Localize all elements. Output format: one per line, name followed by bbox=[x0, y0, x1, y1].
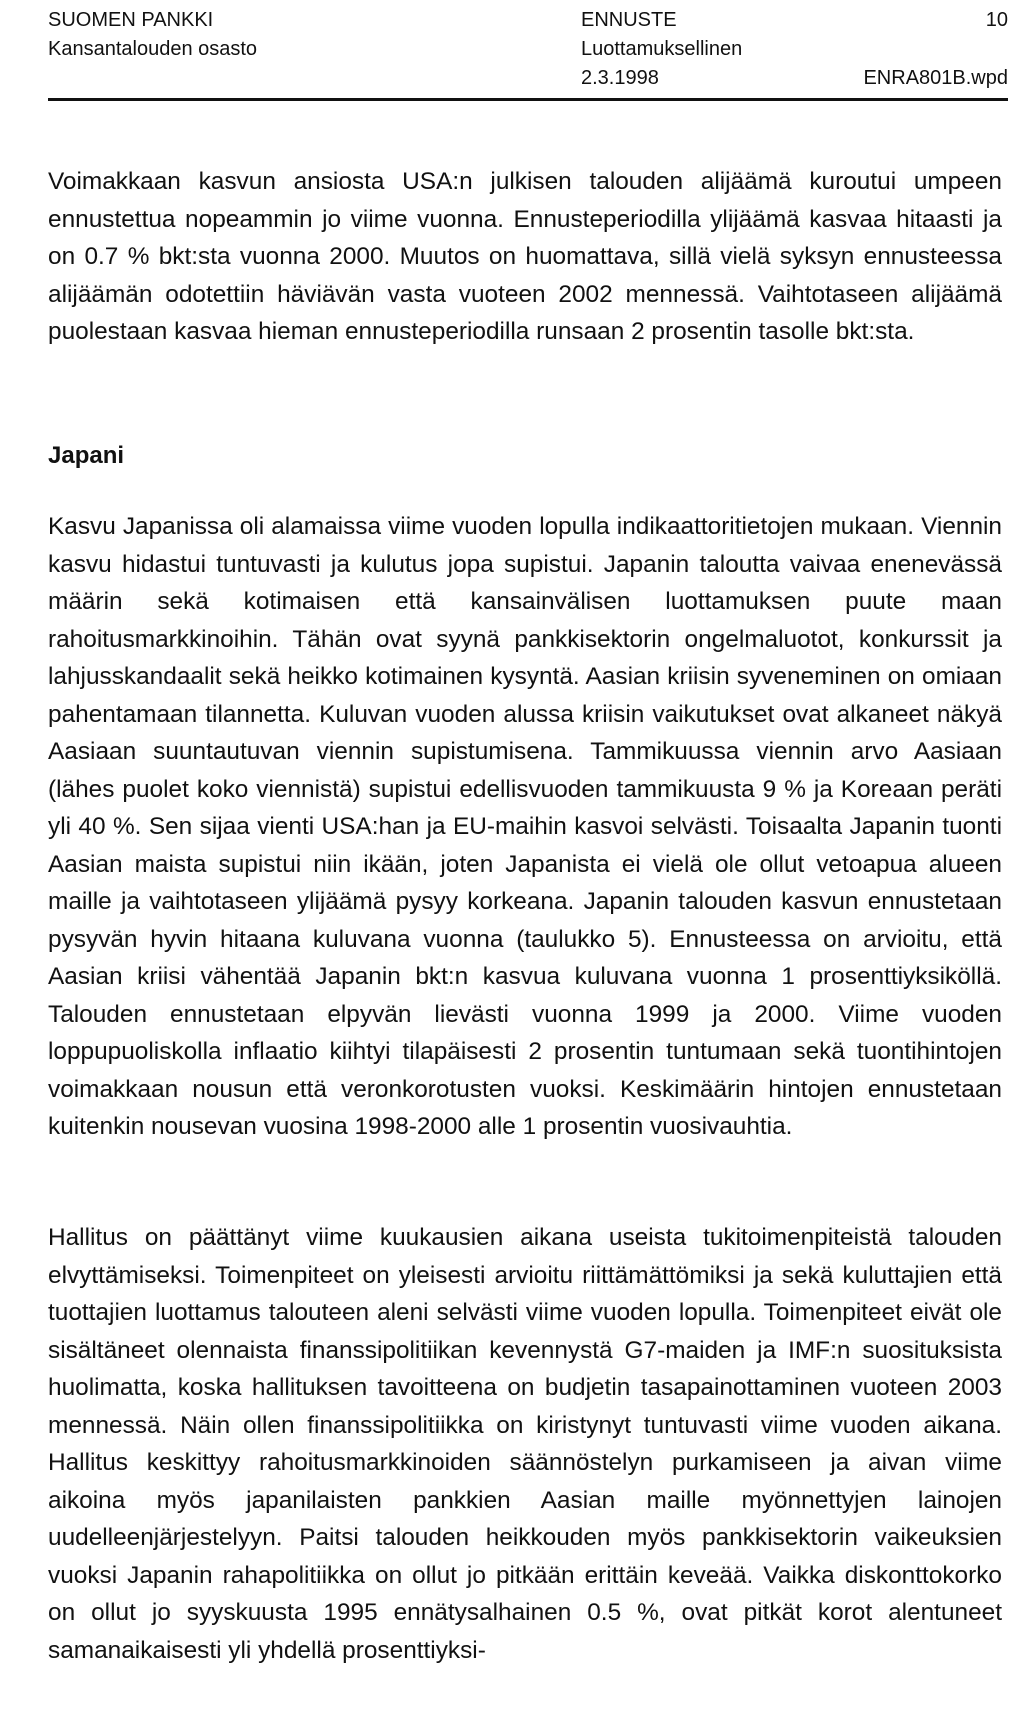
document-date: 2.3.1998 bbox=[581, 67, 659, 89]
department-name: Kansantalouden osasto bbox=[48, 38, 258, 60]
organization-name: SUOMEN PANKKI bbox=[48, 9, 214, 31]
document-type: ENNUSTE bbox=[581, 9, 677, 31]
page-number: 10 bbox=[985, 9, 1008, 31]
classification-label: Luottamuksellinen bbox=[581, 38, 743, 60]
header-divider bbox=[48, 98, 1008, 101]
header-middle-column bbox=[581, 6, 742, 93]
paragraph-usa-fiscal: Voimakkaan kasvun ansiosta USA:n julkisen talouden alijäämä kuroutui umpeen ennustettua nopeammin jo viime vuonna. Ennusteperiodilla ylijäämä kasvaa hitaasti ja on 0.7 % bkt:sta vuonna 2000. Muutos on huomattava, sillä vielä syksyn ennusteessa alijäämän odotettiin häviävän vasta vuoteen 2002 mennessä. Vaihtotaseen alijäämä puolestaan kasvaa hieman ennusteperiodilla runsaan 2 prosentin tasolle bkt:sta. bbox=[48, 168, 1002, 345]
document-filename: ENRA801B.wpd bbox=[863, 67, 1008, 89]
header-left-column bbox=[48, 6, 257, 64]
page-header bbox=[48, 6, 1008, 89]
paragraph-japan-growth: Kasvu Japanissa oli alamaissa viime vuoden lopulla indikaattoritietojen mukaan. Viennin kasvu hidastui tuntuvasti ja kulutus jopa supistui. Japanin taloutta vaivaa enenevässä määrin sekä kotimaisen että kansainvälisen luottamuksen puute maan rahoitusmarkkinoihin. Tähän ovat syynä pankkisektorin ongelmaluotot, konkurssit ja lahjusskandaalit sekä heikko kotimainen kysyntä. Aasian kriisin syveneminen on omiaan pahentamaan tilannetta. Kuluvan vuoden alussa kriisin vaikutukset ovat alkaneet näkyä Aasiaan suuntautuvan viennin supistumisena. Tammikuussa viennin arvo Aasiaan (lähes puolet koko viennistä) supistui edellisvuoden tammikuusta 9 % ja Koreaan peräti yli 40 %. Sen sijaa vienti USA:han ja EU-maihin kasvoi selvästi. Toisaalta Japanin tuonti Aasian maista supistui niin ikään, joten Japanista ei vielä ole ollut vetoapua alueen maille ja vaihtotaseen ylijäämä pysyy korkeana. Japanin talouden kasvun ennustetaan pysyvän hyvin hitaana kuluvana vuonna (taulukko 5). Ennusteessa on arvioitu, että Aasian kriisi vähentää Japanin bkt:n kasvua kuluvana vuonna 1 prosenttiyksiköllä. Talouden ennustetaan elpyvän lievästi vuonna 1999 ja 2000. Viime vuoden loppupuoliskolla inflaatio kiihtyi tilapäisesti 2 prosentin tuntumaan sekä tuontihintojen voimakkaan nousun että veronkorotusten vuoksi. Keskimäärin hintojen ennustetaan kuitenkin nousevan vuosina 1998-2000 alle 1 prosentin vuosivauhtia. bbox=[48, 513, 1002, 1140]
section-heading-japan: Japani bbox=[48, 442, 125, 469]
paragraph-japan-policy: Hallitus on päättänyt viime kuukausien aikana useista tukitoimenpiteistä talouden elvyttämiseksi. Toimenpiteet on yleisesti arvioitu riittämättömiksi ja sekä kuluttajien että tuottajien luottamus talouteen aleni selvästi viime vuoden lopulla. Toimenpiteet eivät ole sisältäneet olennaista finanssipolitiikan kevennystä G7-maiden ja IMF:n suosituksista huolimatta, koska hallituksen tavoitteena on budjetin tasapainottaminen vuoteen 2003 mennessä. Näin ollen finanssipolitiikka on kiristynyt tuntuvasti viime vuoden aikana. Hallitus keskittyy rahoitusmarkkinoiden säännöstelyn purkamiseen ja aivan viime aikoina myös japanilaisten pankkien Aasian maille myönnettyjen lainojen uudelleenjärjestelyyn. Paitsi talouden heikkouden myös pankkisektorin vaikeuksien vuoksi Japanin rahapolitiikka on ollut jo pitkään erittäin keveää. Vaikka diskonttokorko on ollut jo syyskuusta 1995 ennätysalhainen 0.5 %, ovat pitkät korot alentuneet samanaikaisesti yli yhdellä prosenttiyksi- bbox=[48, 1224, 1002, 1664]
header-right-column bbox=[863, 6, 1008, 93]
